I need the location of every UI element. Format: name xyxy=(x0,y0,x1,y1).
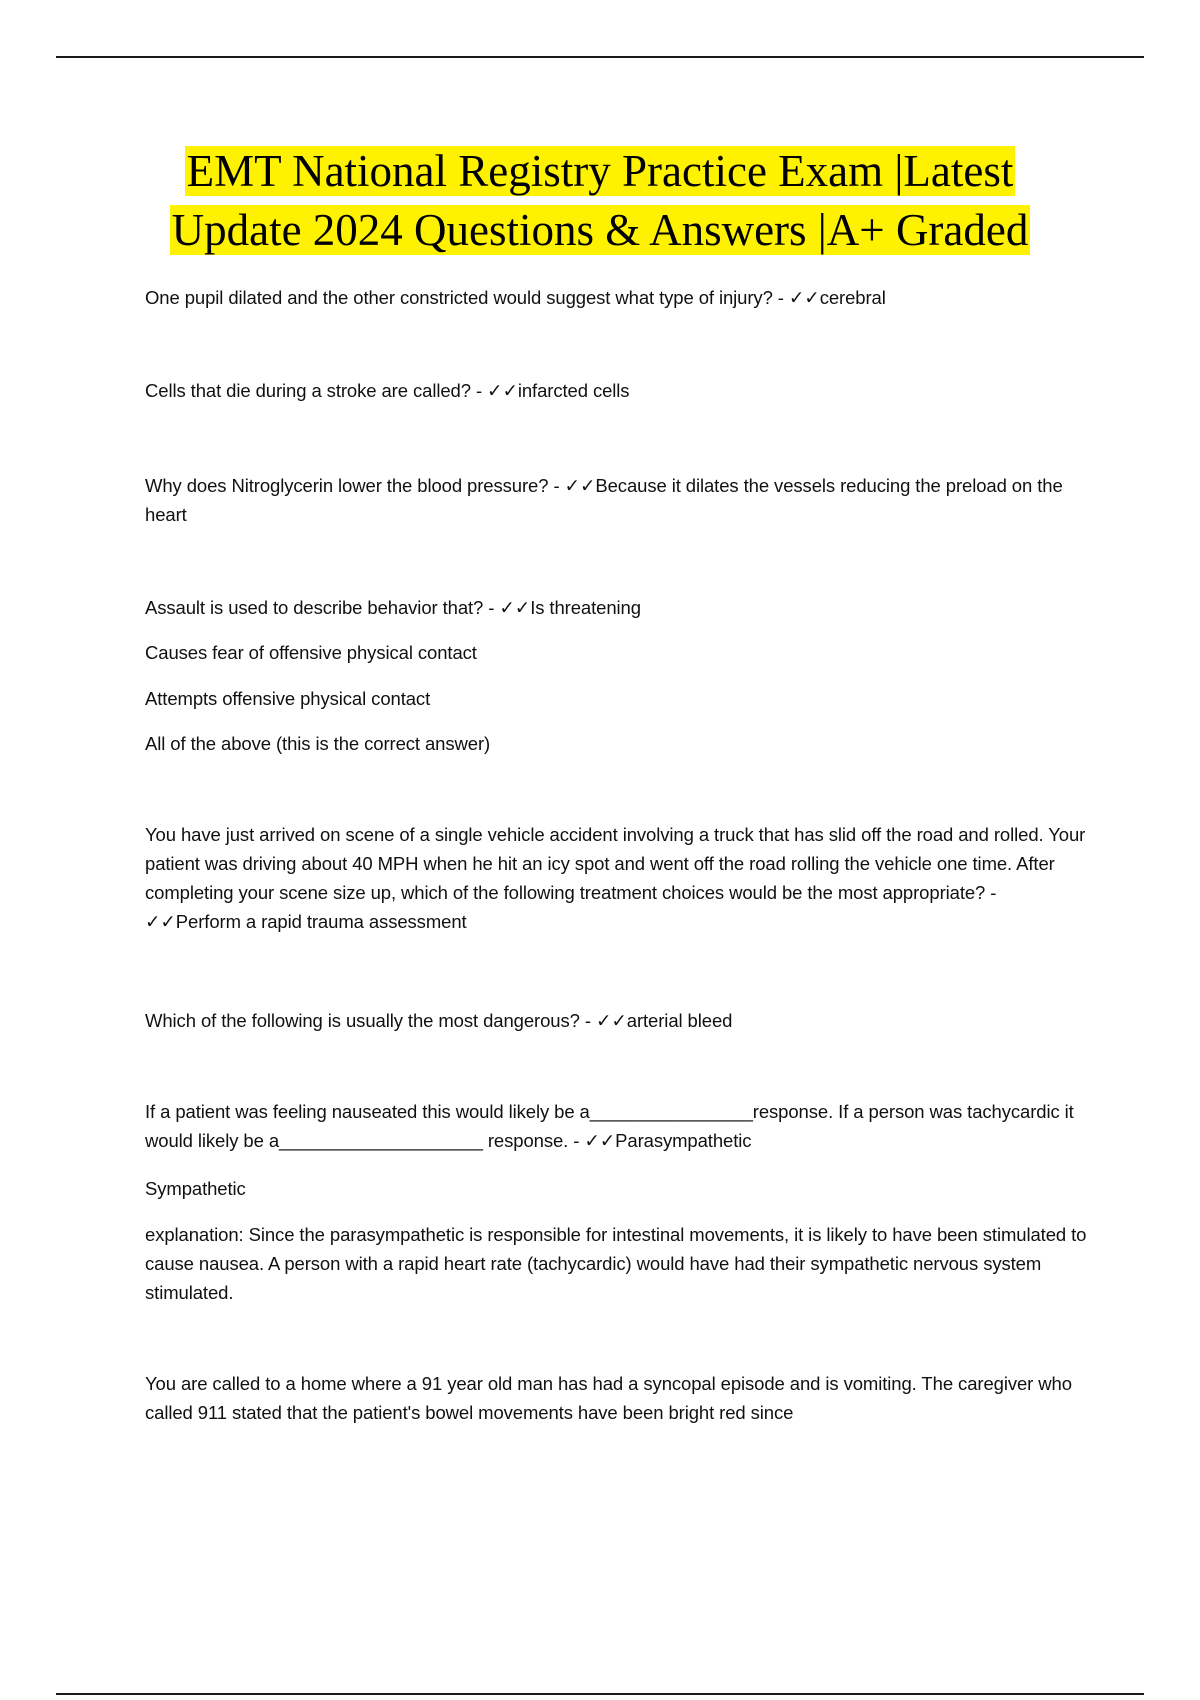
assault-option-attempts: Attempts offensive physical contact xyxy=(145,688,431,709)
top-rule xyxy=(56,56,1144,58)
assault-option-all: All of the above (this is the correct answer) xyxy=(145,733,491,754)
bottom-rule xyxy=(56,1693,1144,1695)
question-pupil-injury: One pupil dilated and the other constricted would suggest what type of injury? - ✓✓cerebral xyxy=(145,287,886,308)
question-most-dangerous: Which of the following is usually the most dangerous? - ✓✓arterial bleed xyxy=(145,1010,733,1031)
answer-sympathetic: Sympathetic xyxy=(145,1178,246,1199)
question-assault: Assault is used to describe behavior that? - ✓✓Is threatening xyxy=(145,597,641,618)
title-line-1: EMT National Registry Practice Exam |Latest xyxy=(186,146,1014,196)
question-nitroglycerin: Why does Nitroglycerin lower the blood pressure? - ✓✓Because it dilates the vessels reducing the preload on the heart xyxy=(145,475,1063,525)
question-nausea-response: If a patient was feeling nauseated this would likely be a________________response. If a person was tachycardic it would likely be a____________________ response. - ✓✓Parasympathetic xyxy=(145,1101,1074,1151)
explanation-text: explanation: Since the parasympathetic is responsible for intestinal movements, it is likely to have been stimulated to cause nausea. A person with a rapid heart rate (tachycardic) would have had their sympathetic nervous system stimulated. xyxy=(145,1224,1087,1303)
assault-option-fear: Causes fear of offensive physical contact xyxy=(145,642,477,663)
question-stroke-cells: Cells that die during a stroke are called? - ✓✓infarcted cells xyxy=(145,380,630,401)
question-syncopal-episode: You are called to a home where a 91 year old man has had a syncopal episode and is vomiting. The caregiver who called 911 stated that the patient's bowel movements have been bright red since xyxy=(145,1373,1072,1423)
title-line-2: Update 2024 Questions & Answers |A+ Graded xyxy=(171,205,1029,255)
question-vehicle-accident: You have just arrived on scene of a single vehicle accident involving a truck that has slid off the road and rolled. Your patient was driving about 40 MPH when he hit an icy spot and went off the road rolling the vehicle one time. After completing your scene size up, which of the following treatment choices would be the most appropriate? - ✓✓Perform a rapid trauma assessment xyxy=(145,824,1086,932)
page-title xyxy=(0,142,1200,260)
